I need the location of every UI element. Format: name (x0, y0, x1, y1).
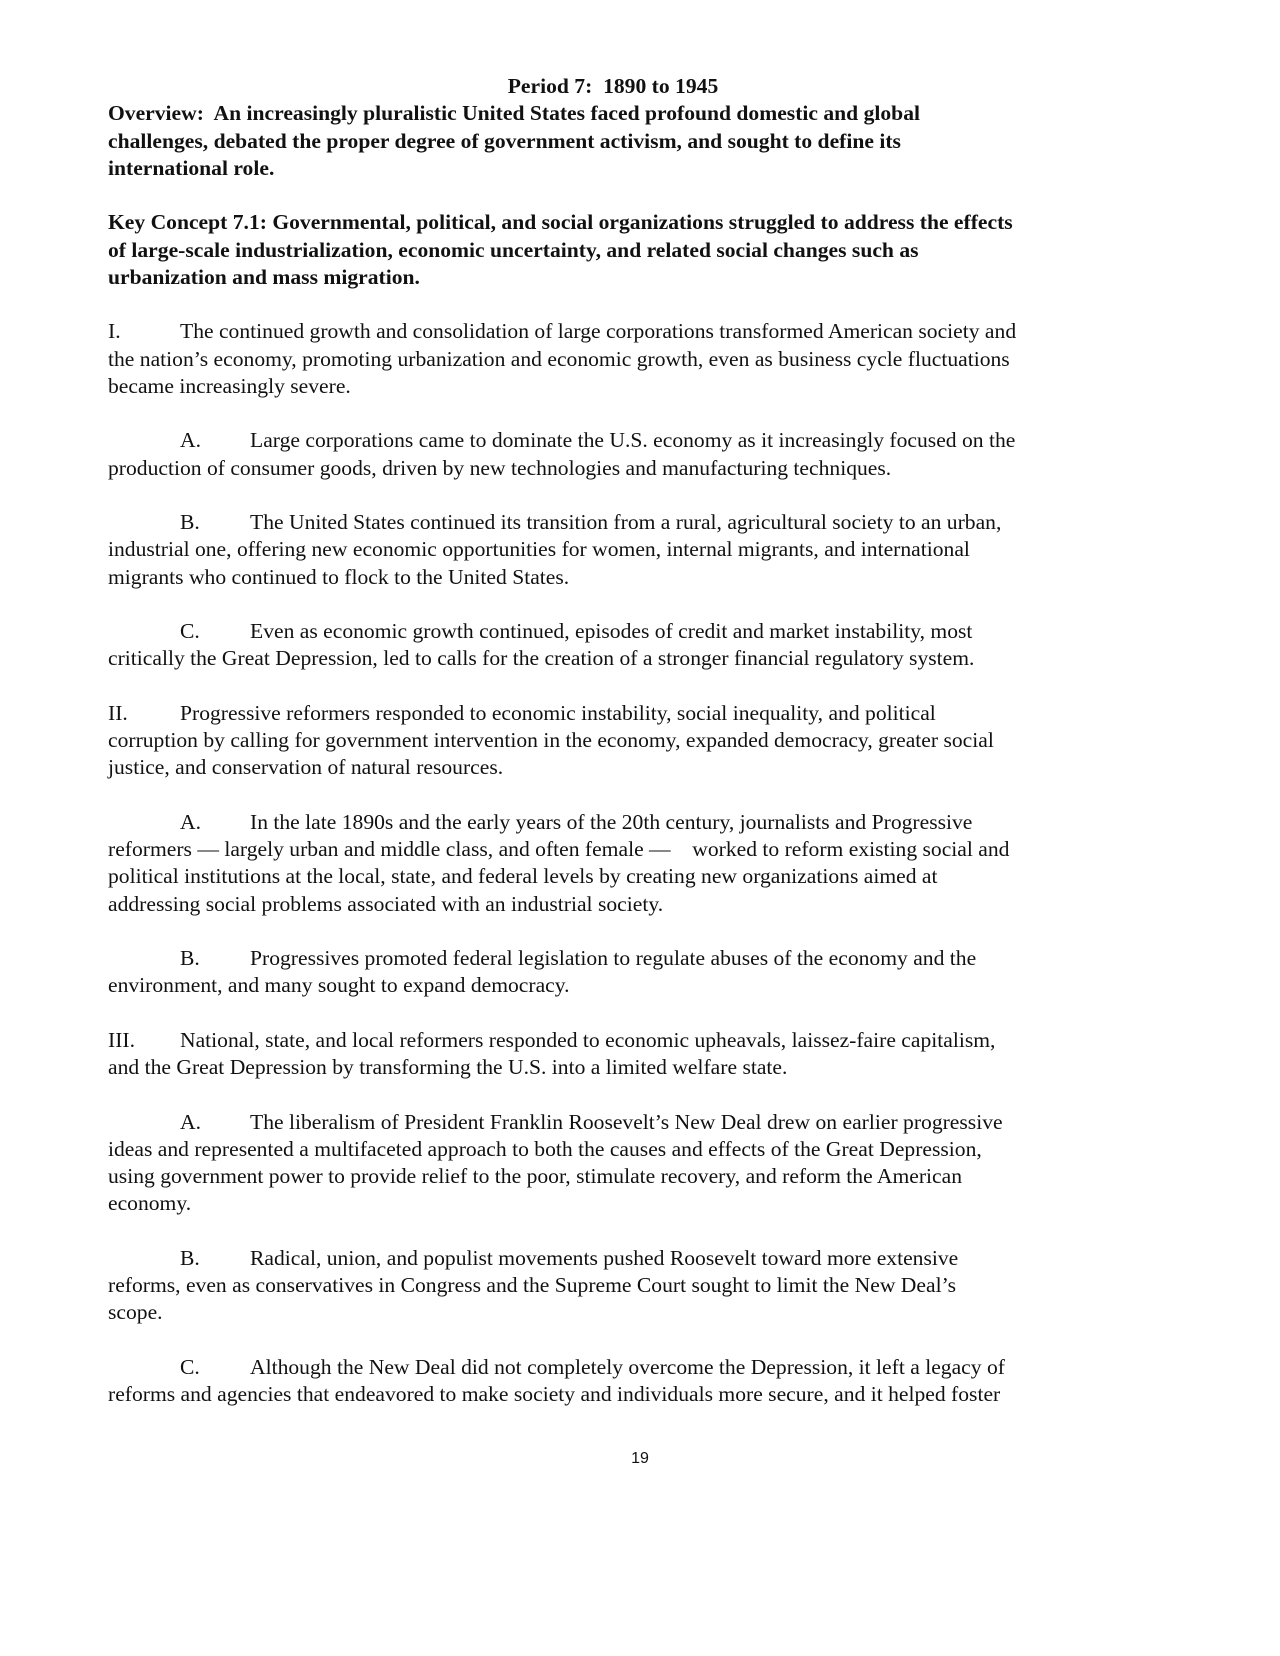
line-text: urbanization and mass migration. (108, 264, 420, 289)
line-text: and the Great Depression by transforming the U.S. into a limited welfare state. (108, 1055, 788, 1079)
line-text: became increasingly severe. (108, 373, 351, 398)
line-text: ideas and represented a multifaceted approach to both the causes and effects of the Great Depression, (108, 1136, 982, 1161)
outline-subsection (108, 618, 1118, 673)
line-text: the nation’s economy, promoting urbanization and economic growth, even as business cycle fluctuations (108, 346, 1010, 371)
text-line (108, 836, 1118, 863)
page-title: Period 7: 1890 to 1945 (507, 74, 719, 98)
line-text: The continued growth and consolidation of large corporations transformed American society and (180, 319, 1017, 344)
line-text: international role. (108, 155, 275, 180)
line-text: The liberalism of President Franklin Roosevelt’s New Deal drew on earlier progressive (250, 1109, 1003, 1134)
outline-label: B. (180, 1245, 200, 1270)
paragraph-spacer (108, 182, 1118, 209)
line-text: environment, and many sought to expand democracy. (108, 973, 570, 998)
document-page (108, 73, 1118, 1408)
line-text: Key Concept 7.1: Governmental, political, and social organizations struggled to address the effects (108, 210, 1013, 235)
paragraph-spacer (108, 482, 1118, 509)
outline-label: B. (180, 510, 200, 534)
line-text: political institutions at the local, state, and federal levels by creating new organizations aimed at (108, 864, 938, 889)
outline-subsection (108, 1109, 1118, 1218)
outline-subsection (108, 509, 1118, 591)
text-line (180, 1245, 1118, 1272)
outline-subsection (108, 945, 1118, 1000)
text-line (108, 373, 1118, 400)
line-text: industrial one, offering new economic opportunities for women, internal migrants, and international (108, 537, 970, 562)
line-text: Even as economic growth continued, episodes of credit and market instability, most (250, 619, 973, 643)
text-line (108, 318, 1118, 345)
line-text: In the late 1890s and the early years of the 20th century, journalists and Progressive (250, 809, 973, 834)
text-line (108, 1381, 1118, 1408)
text-line (108, 237, 1118, 264)
text-line (108, 1054, 1118, 1081)
text-line (180, 427, 1118, 454)
text-line (108, 100, 1118, 127)
outline-label: A. (180, 809, 201, 834)
line-text: reforms and agencies that endeavored to make society and individuals more secure, and it helped foster (108, 1382, 1001, 1406)
paragraph-spacer (108, 1081, 1118, 1108)
outline-label: A. (180, 428, 201, 453)
text-line (108, 1272, 1118, 1299)
paragraph-spacer (108, 782, 1118, 809)
text-line (108, 128, 1118, 155)
line-text: addressing social problems associated with an industrial society. (108, 891, 664, 916)
text-line (180, 618, 1118, 645)
outline-subsection (108, 1354, 1118, 1409)
text-line (108, 1299, 1118, 1326)
line-text: production of consumer goods, driven by new technologies and manufacturing techniques. (108, 455, 892, 480)
line-text: The United States continued its transition from a rural, agricultural society to an urban, (250, 510, 1002, 534)
text-line (108, 209, 1118, 236)
text-line (108, 155, 1118, 182)
line-text: Radical, union, and populist movements pushed Roosevelt toward more extensive (250, 1245, 959, 1270)
text-line (108, 564, 1118, 591)
outline-section (108, 318, 1118, 400)
line-text: Progressives promoted federal legislation to regulate abuses of the economy and the (250, 946, 977, 970)
outline-label: B. (180, 946, 200, 970)
outline-label: I. (108, 319, 121, 344)
line-text: economy. (108, 1191, 192, 1216)
text-line (180, 1354, 1118, 1381)
line-text: of large-scale industrialization, economic uncertainty, and related social changes such as (108, 237, 919, 262)
outline-subsection (108, 809, 1118, 918)
text-line (108, 1027, 1118, 1054)
outline-label: C. (180, 1354, 200, 1379)
paragraph-spacer (108, 1327, 1118, 1354)
line-text: Progressive reformers responded to economic instability, social inequality, and political (180, 700, 936, 725)
text-line (108, 264, 1118, 291)
text-line (180, 1109, 1118, 1136)
paragraph-spacer (108, 591, 1118, 618)
text-line (108, 863, 1118, 890)
line-text: reforms, even as conservatives in Congress and the Supreme Court sought to limit the New Deal’s (108, 1273, 956, 1297)
line-text: reformers — largely urban and middle class, and often female — worked to reform existing social and (108, 837, 1010, 861)
outline-subsection (108, 1245, 1118, 1327)
text-line (180, 945, 1118, 972)
line-text: Although the New Deal did not completely overcome the Depression, it left a legacy of (250, 1354, 1005, 1379)
outline-label: C. (180, 619, 200, 643)
outline-label: III. (108, 1027, 135, 1052)
paragraph-spacer (108, 291, 1118, 318)
line-text: scope. (108, 1300, 163, 1325)
text-line (108, 972, 1118, 999)
paragraph-spacer (108, 400, 1118, 427)
outline-subsection (108, 427, 1118, 482)
text-line (108, 536, 1118, 563)
line-text: corruption by calling for government intervention in the economy, expanded democracy, greater social (108, 728, 994, 752)
line-text: National, state, and local reformers responded to economic upheavals, laissez-faire capitalism, (180, 1027, 996, 1052)
line-text: challenges, debated the proper degree of government activism, and sought to define its (108, 128, 901, 153)
text-line (108, 700, 1118, 727)
page-number: 19 (631, 1450, 649, 1467)
text-line (180, 509, 1118, 536)
text-line (108, 754, 1118, 781)
text-line (108, 645, 1118, 672)
paragraph-spacer (108, 1000, 1118, 1027)
outline-label: A. (180, 1109, 201, 1134)
outline-section (108, 700, 1118, 782)
text-line (108, 891, 1118, 918)
paragraph-spacer (108, 1218, 1118, 1245)
overview-paragraph (108, 100, 1118, 182)
text-line (108, 1163, 1118, 1190)
line-text: migrants who continued to flock to the United States. (108, 564, 570, 589)
text-line (108, 727, 1118, 754)
outline-section (108, 1027, 1118, 1082)
paragraph-spacer (108, 673, 1118, 700)
line-text: Overview: An increasingly pluralistic United States faced profound domestic and global (108, 101, 920, 126)
text-line (180, 809, 1118, 836)
key-concept-paragraph (108, 209, 1118, 291)
text-line (108, 1190, 1118, 1217)
line-text: Large corporations came to dominate the U.S. economy as it increasingly focused on the (250, 428, 1016, 453)
line-text: using government power to provide relief to the poor, stimulate recovery, and reform the American (108, 1164, 963, 1188)
line-text: justice, and conservation of natural resources. (108, 755, 504, 780)
outline-label: II. (108, 700, 128, 725)
line-text: critically the Great Depression, led to calls for the creation of a stronger financial regulatory system. (108, 646, 975, 671)
text-line (108, 455, 1118, 482)
text-line (108, 346, 1118, 373)
paragraph-spacer (108, 918, 1118, 945)
text-line (108, 1136, 1118, 1163)
